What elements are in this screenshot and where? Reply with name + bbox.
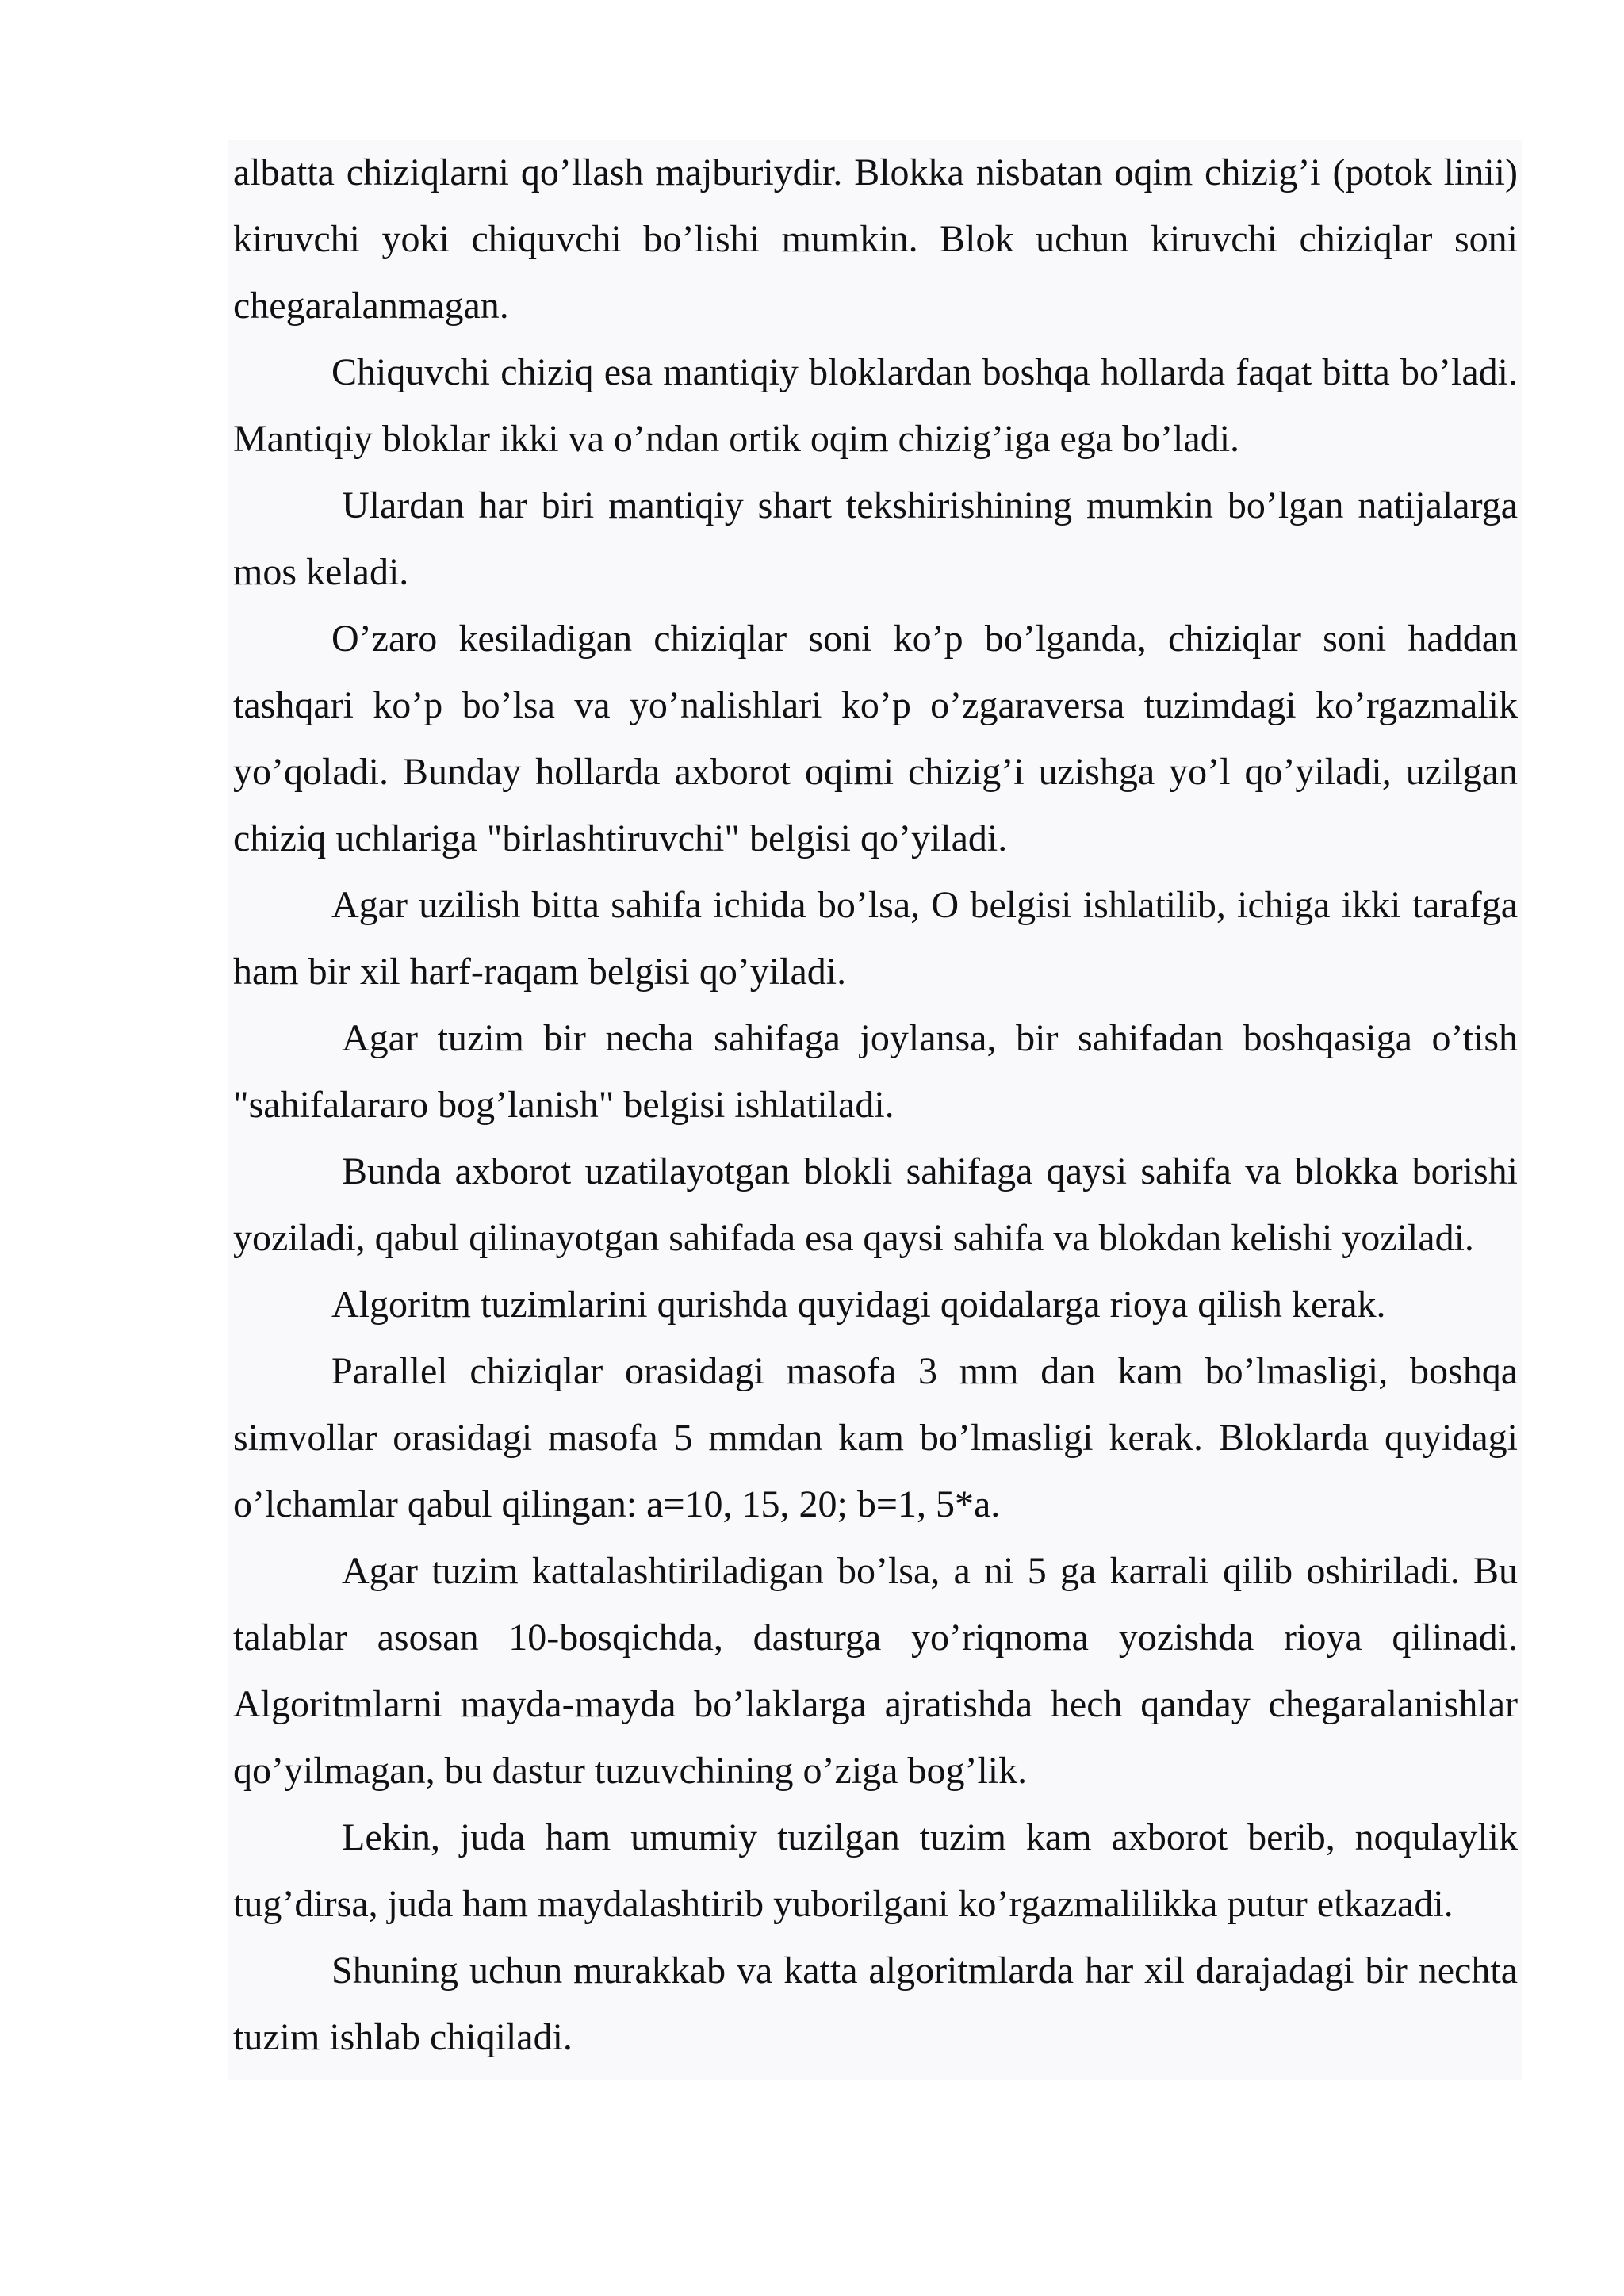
paragraph-10: Agar tuzim kattalashtiriladigan bo’lsa, a ni 5 ga karrali qilib oshiriladi. Bu talablar asosan 10-bosqichda, dasturga yo’riqnoma yozishda rioya qilinadi. Algoritmlarni mayda-mayda bo’laklarga ajratishda hech qanday chegaralanishlar qo’yilmagan, bu dastur tuzuvchining o’ziga bog’lik. [233, 1550, 1518, 1792]
paragraph-1: albatta chiziqlarni qo’llash majburiydir. Blokka nisbatan oqim chizig’i (potok linii) kiruvchi yoki chiquvchi bo’lishi mumkin. Blok uchun kiruvchi chiziqlar soni chegaralanmagan. [233, 151, 1518, 327]
paragraph-9: Parallel chiziqlar orasidagi masofa 3 mm dan kam bo’lmasligi, boshqa simvollar orasidagi masofa 5 mmdan kam bo’lmasligi kerak. Bloklarda quyidagi o’lchamlar qabul qilingan: a=10, 15, 20; b=1, 5*a. [233, 1350, 1518, 1525]
paragraph-5: Agar uzilish bitta sahifa ichida bo’lsa, O belgisi ishlatilib, ichiga ikki tarafga ham bir xil harf-raqam belgisi qo’yiladi. [233, 884, 1518, 993]
paragraph-3: Ulardan har biri mantiqiy shart tekshirishining mumkin bo’lgan natijalarga mos keladi. [233, 484, 1518, 593]
text-block [228, 140, 1522, 2080]
paragraph-2: Chiquvchi chiziq esa mantiqiy bloklardan boshqa hollarda faqat bitta bo’ladi. Mantiqiy bloklar ikki va o’ndan ortik oqim chizig’iga ega bo’ladi. [233, 351, 1518, 460]
paragraph-12: Shuning uchun murakkab va katta algoritmlarda har xil darajadagi bir nechta tuzim ishlab chiqiladi. [233, 1950, 1518, 2058]
paragraph-11: Lekin, juda ham umumiy tuzilgan tuzim kam axborot berib, noqulaylik tug’dirsa, juda ham maydalashtirib yuborilgani ko’rgazmalilikka putur etkazadi. [233, 1816, 1518, 1925]
paragraph-6: Agar tuzim bir necha sahifaga joylansa, bir sahifadan boshqasiga o’tish "sahifalararo bog’lanish" belgisi ishlatiladi. [233, 1017, 1518, 1126]
paragraph-8: Algoritm tuzimlarini qurishda quyidagi qoidalarga rioya qilish kerak. [331, 1284, 1386, 1326]
paragraph-7: Bunda axborot uzatilayotgan blokli sahifaga qaysi sahifa va blokka borishi yoziladi, qabul qilinayotgan sahifada esa qaysi sahifa va blokdan kelishi yoziladi. [233, 1150, 1518, 1259]
paragraph-4: O’zaro kesiladigan chiziqlar soni ko’p bo’lganda, chiziqlar soni haddan tashqari ko’p bo’lsa va yo’nalishlari ko’p o’zgaraversa tuzimdagi ko’rgazmalik yo’qoladi. Bunday hollarda axborot oqimi chizig’i uzishga yo’l qo’yiladi, uzilgan chiziq uchlariga "birlashtiruvchi" belgisi qo’yiladi. [233, 618, 1518, 859]
